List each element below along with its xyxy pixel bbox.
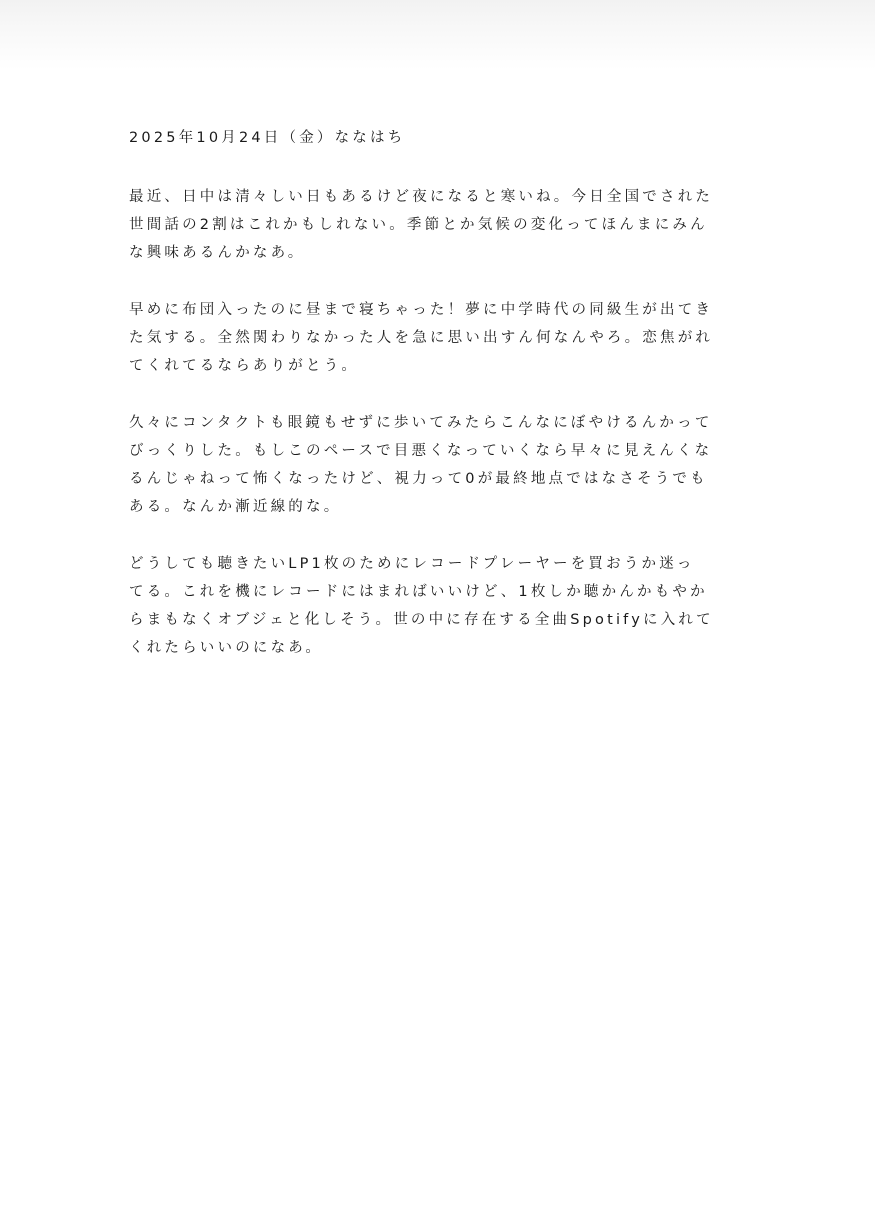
- document-body: [129, 124, 739, 662]
- paragraph-line: びっくりした。もしこのペースで目悪くなっていくなら早々に見えんくな: [129, 443, 713, 459]
- paragraph-line: ある。なんか漸近線的な。: [129, 499, 342, 515]
- paragraph-line: てくれてるならありがとう。: [129, 358, 360, 374]
- paragraph-line: 早めに布団入ったのに昼まで寝ちゃった！夢に中学時代の同級生が出てき: [129, 302, 714, 318]
- paragraph-line: 久々にコンタクトも眼鏡もせずに歩いてみたらこんなにぼやけるんかって: [129, 415, 713, 431]
- paragraph-line: 最近、日中は清々しい日もあるけど夜になると寒いね。今日全国でされた: [129, 189, 714, 205]
- paragraph-line: るんじゃねって怖くなったけど、視力って0が最終地点ではなさそうでも: [129, 471, 708, 487]
- spacer: [129, 521, 739, 550]
- paragraph-line: らまもなくオブジェと化しそう。世の中に存在する全曲Spotifyに入れて: [129, 612, 714, 628]
- paragraph-line: た気する。全然関わりなかった人を急に思い出すん何なんやろ。恋焦がれ: [129, 330, 714, 346]
- paragraph-line: 世間話の2割はこれかもしれない。季節とか気候の変化ってほんまにみん: [129, 217, 708, 233]
- paragraph-line: な興味あるんかなあ。: [129, 245, 306, 261]
- paragraph-line: どうしても聴きたいLP1枚のためにレコードプレーヤーを買おうか迷っ: [129, 556, 695, 572]
- paragraph-line: てる。これを機にレコードにはまればいいけど、1枚しか聴かんかもやか: [129, 584, 708, 600]
- top-shadow: [0, 0, 875, 70]
- spacer: [129, 152, 739, 183]
- paragraph-4: [129, 550, 739, 662]
- paragraph-1: [129, 183, 739, 267]
- paragraph-2: [129, 296, 739, 380]
- paragraph-line: くれたらいいのになあ。: [129, 640, 324, 656]
- spacer: [129, 380, 739, 409]
- date-heading: 2025年10月24日（金）ななはち: [129, 130, 406, 146]
- spacer: [129, 267, 739, 296]
- paragraph-3: [129, 409, 739, 521]
